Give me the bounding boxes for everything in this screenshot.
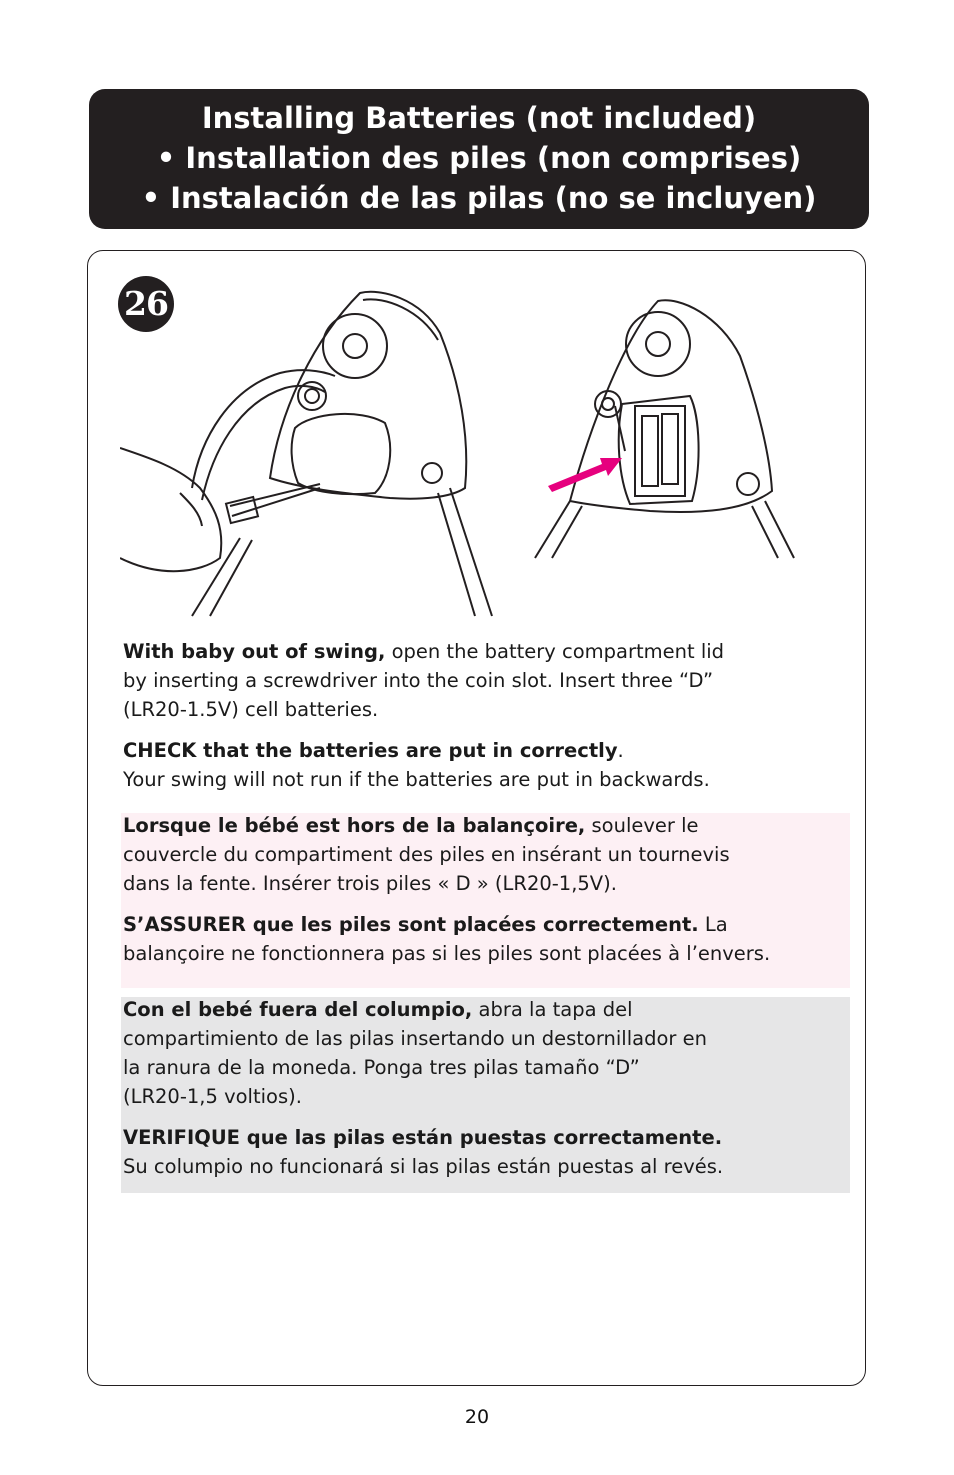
- french-check-bold: S’ASSURER que les piles sont placées correctement.: [123, 913, 699, 936]
- english-paragraph-2: [123, 736, 823, 794]
- english-paragraph-1: [123, 637, 823, 724]
- header-title-spanish: • Instalación de las pilas (no se incluyen): [141, 181, 817, 215]
- spanish-paragraph-1: [123, 995, 843, 1111]
- english-check-bold: CHECK that the batteries are put in correctly: [123, 739, 618, 762]
- french-text: couvercle du compartiment des piles en insérant un tournevis: [123, 843, 730, 866]
- french-text: La: [698, 913, 728, 936]
- spanish-text: (LR20-1,5 voltios).: [123, 1085, 302, 1108]
- step-number-badge: 26: [118, 276, 174, 332]
- french-text: balançoire ne fonctionnera pas si les piles sont placées à l’envers.: [123, 942, 771, 965]
- spanish-text: Su columpio no funcionará si las pilas están puestas al revés.: [123, 1155, 724, 1178]
- english-text: (LR20-1.5V) cell batteries.: [123, 698, 379, 721]
- page-number: 20: [464, 1406, 490, 1428]
- spanish-text: la ranura de la moneda. Ponga tres pilas tamaño “D”: [123, 1056, 640, 1079]
- spanish-check-bold: VERIFIQUE que las pilas están puestas correctamente.: [123, 1126, 723, 1149]
- french-lead-bold: Lorsque le bébé est hors de la balançoire,: [123, 814, 586, 837]
- spanish-text: abra la tapa del: [472, 998, 633, 1021]
- english-lead-bold: With baby out of swing,: [123, 640, 386, 663]
- english-text: .: [617, 739, 624, 762]
- english-text: by inserting a screwdriver into the coin slot. Insert three “D”: [123, 669, 714, 692]
- header-title-english: Installing Batteries (not included): [201, 101, 757, 135]
- spanish-instructions: [123, 995, 843, 1181]
- french-paragraph-2: [123, 910, 843, 968]
- spanish-text: compartimiento de las pilas insertando un destornillador en: [123, 1027, 707, 1050]
- section-header: [89, 89, 869, 229]
- spanish-paragraph-2: [123, 1123, 843, 1181]
- french-paragraph-1: [123, 811, 843, 898]
- english-text: Your swing will not run if the batteries are put in backwards.: [123, 768, 710, 791]
- screwdriver-illustration: [120, 288, 500, 618]
- french-text: dans la fente. Insérer trois piles « D » (LR20-1,5V).: [123, 872, 617, 895]
- english-text: open the battery compartment lid: [385, 640, 725, 663]
- french-text: soulever le: [585, 814, 699, 837]
- header-title-french: • Installation des piles (non comprises): [156, 141, 802, 175]
- english-instructions: [123, 637, 823, 794]
- french-instructions: [123, 811, 843, 968]
- battery-compartment-illustration: [530, 296, 800, 561]
- spanish-lead-bold: Con el bebé fuera del columpio,: [123, 998, 473, 1021]
